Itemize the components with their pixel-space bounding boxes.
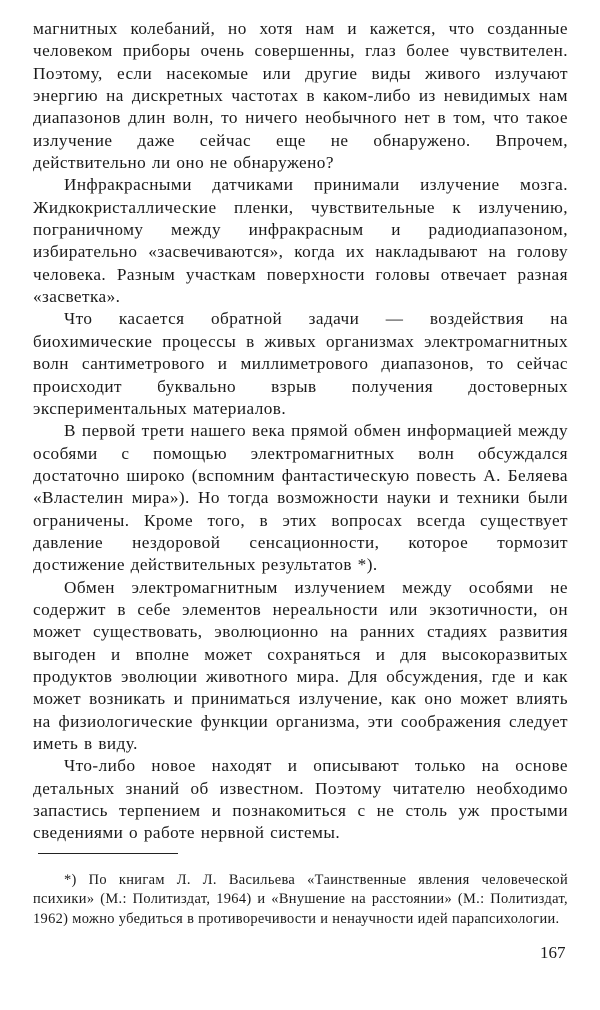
main-text	[33, 18, 568, 845]
page-number: 167	[540, 943, 566, 962]
paragraph-3: Что касается обратной задачи — воздействия на биохимические процессы в живых организмах электромагнитных волн сантиметрового и миллиметрового диапазонов, то сейчас происходит буквально взрыв получения достоверных экспериментальных материалов.	[33, 309, 568, 418]
paragraph-2: Инфракрасными датчиками принимали излучение мозга. Жидкокристаллические пленки, чувствительные к излучению, пограничному между инфракрасным и радиодиапазоном, избирательно «засвечиваются», когда их накладывают на голову человека. Разным участкам поверхности головы отвечает разная «засветка».	[33, 175, 568, 307]
paragraph-6: Что-либо новое находят и описывают только на основе детальных знаний об известном. Поэтому читателю необходимо запастись терпением и познакомиться с не столь уж простыми сведениями о работе нервной системы.	[33, 756, 568, 843]
paragraph-5: Обмен электромагнитным излучением между особями не содержит в себе элементов нереальности или экзотичности, он может существовать, эволюционно на ранних стадиях развития выгоден и вполне может сохраняться и для высокоразвитых продуктов эволюции животного мира. Для обсуждения, где и как может возникать и приниматься излучение, как оно может влиять на физиологические функции организма, эти соображения следует иметь в виду.	[33, 577, 568, 753]
footnote: *) По книгам Л. Л. Васильева «Таинственные явления человеческой психики» (М.: Политиздат, 1964) и «Внушение на расстоянии» (М.: Политиздат, 1962) можно убедиться в противоречивости и ненаучности идей парапсихологии.	[33, 872, 568, 927]
paragraph-4: В первой трети нашего века прямой обмен информацией между особями с помощью электромагнитных волн обсуждался достаточно широко (вспомним фантастическую повесть А. Беляева «Властелин мира»). Но тогда возможности науки и техники были ограничены. Кроме того, в этих вопросах всегда существует давление нездоровой сенсационности, которое тормозит достижение действительных результатов *).	[33, 421, 568, 575]
footnote-divider	[38, 853, 178, 854]
paragraph-1: магнитных колебаний, но хотя нам и кажется, что созданные человеком приборы очень совершенны, глаз более чувствителен. Поэтому, если насекомые или другие виды живого излучают энергию на дискретных частотах в каком-либо из невидимых нам диапазонов длин волн, то ничего необычного нет в том, что такое излучение даже сейчас еще не обнаружено. Впрочем, действительно ли оно не обнаружено?	[33, 19, 568, 173]
page-body	[33, 18, 568, 845]
